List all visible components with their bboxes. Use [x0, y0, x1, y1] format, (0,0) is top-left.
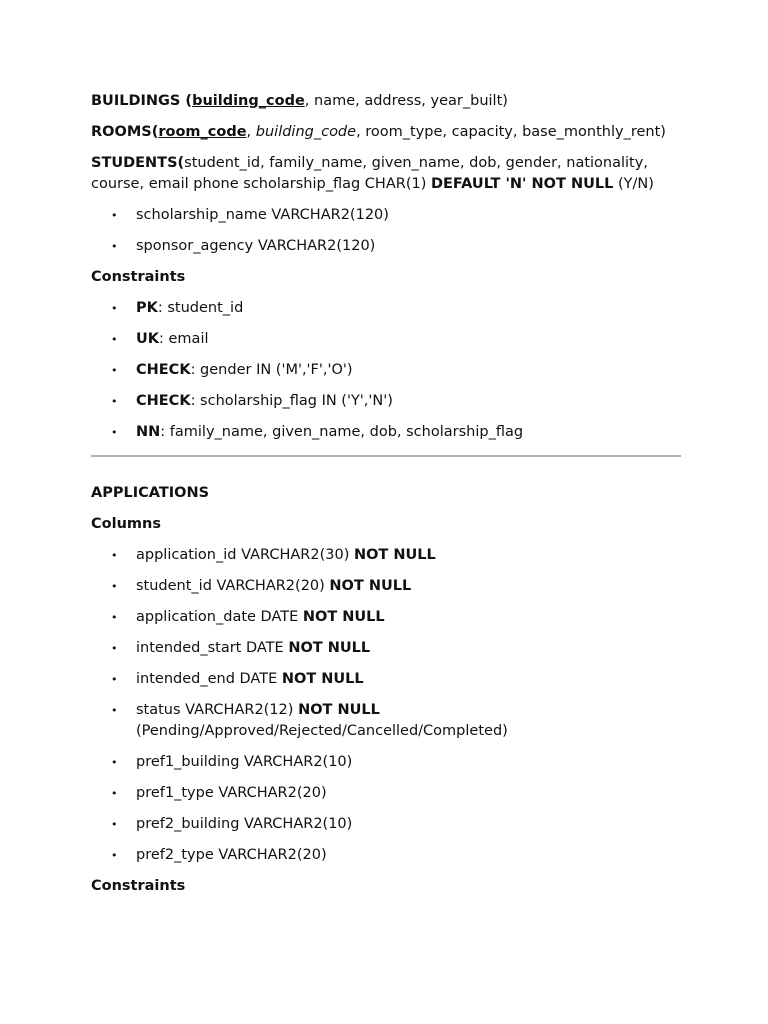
- constraint-item: [91, 329, 681, 350]
- buildings-columns: , name, address, year_built): [304, 93, 508, 109]
- students-columns: student_id, family_name, given_name, dob, gender, nationality, course, email phone scholarship_flag CHAR(1): [91, 155, 648, 192]
- students-flag-values: (Y/N): [613, 176, 654, 192]
- buildings-primary-key: building_code: [192, 93, 305, 109]
- column-item: • status VARCHAR2(12) NOT NULL (Pending/Approved/Rejected/Cancelled/Completed): [91, 700, 681, 742]
- constraint-item: [91, 422, 681, 443]
- section-divider: [91, 455, 681, 457]
- constraint-type: CHECK: [136, 362, 191, 378]
- constraint-item: [91, 298, 681, 319]
- constraint-type: UK: [136, 331, 160, 347]
- column-item: • pref2_type VARCHAR2(20): [91, 845, 681, 866]
- applications-constraints-heading: Constraints: [91, 878, 186, 894]
- constraint-item: [91, 391, 681, 412]
- applications-columns-heading: Columns: [91, 516, 161, 532]
- rooms-separator: ,: [246, 124, 256, 140]
- rooms-definition: [91, 122, 681, 143]
- column-item: • pref1_building VARCHAR2(10): [91, 752, 681, 773]
- rooms-columns: , room_type, capacity, base_monthly_rent): [356, 124, 666, 140]
- column-item: • application_id VARCHAR2(30) NOT NULL: [91, 545, 681, 566]
- students-constraints-heading: Constraints: [91, 269, 186, 285]
- applications-columns-list: [91, 545, 681, 866]
- column-item: • pref1_type VARCHAR2(20): [91, 783, 681, 804]
- buildings-table-name: BUILDINGS: [91, 93, 181, 109]
- students-default-clause: DEFAULT 'N' NOT NULL: [430, 176, 614, 192]
- students-extra-columns: [91, 205, 681, 257]
- applications-title: APPLICATIONS: [91, 485, 210, 501]
- list-item: • sponsor_agency VARCHAR2(120): [91, 236, 681, 257]
- constraint-text: : gender IN ('M','F','O'): [190, 362, 353, 378]
- buildings-open-paren: (: [180, 93, 193, 109]
- column-item: • intended_end DATE NOT NULL: [91, 669, 681, 690]
- column-item: • intended_start DATE NOT NULL: [91, 638, 681, 659]
- rooms-foreign-key: building_code: [255, 124, 357, 140]
- constraint-text: : student_id: [157, 300, 244, 316]
- rooms-primary-key: room_code: [158, 124, 247, 140]
- buildings-definition: [91, 91, 681, 112]
- document-page: [91, 91, 681, 907]
- students-table-name: STUDENTS(: [91, 155, 185, 171]
- column-item: • pref2_building VARCHAR2(10): [91, 814, 681, 835]
- constraint-item: [91, 360, 681, 381]
- rooms-table-name: ROOMS(: [91, 124, 159, 140]
- constraint-type: CHECK: [136, 393, 191, 409]
- constraint-type: NN: [136, 424, 161, 440]
- list-item: • scholarship_name VARCHAR2(120): [91, 205, 681, 226]
- students-definition: [91, 153, 681, 195]
- constraint-text: : family_name, given_name, dob, scholarship_flag: [160, 424, 524, 440]
- students-constraints-list: [91, 298, 681, 443]
- constraint-text: : scholarship_flag IN ('Y','N'): [190, 393, 393, 409]
- constraint-text: : email: [159, 331, 209, 347]
- column-item: • student_id VARCHAR2(20) NOT NULL: [91, 576, 681, 597]
- column-item: • application_date DATE NOT NULL: [91, 607, 681, 628]
- constraint-type: PK: [136, 300, 158, 316]
